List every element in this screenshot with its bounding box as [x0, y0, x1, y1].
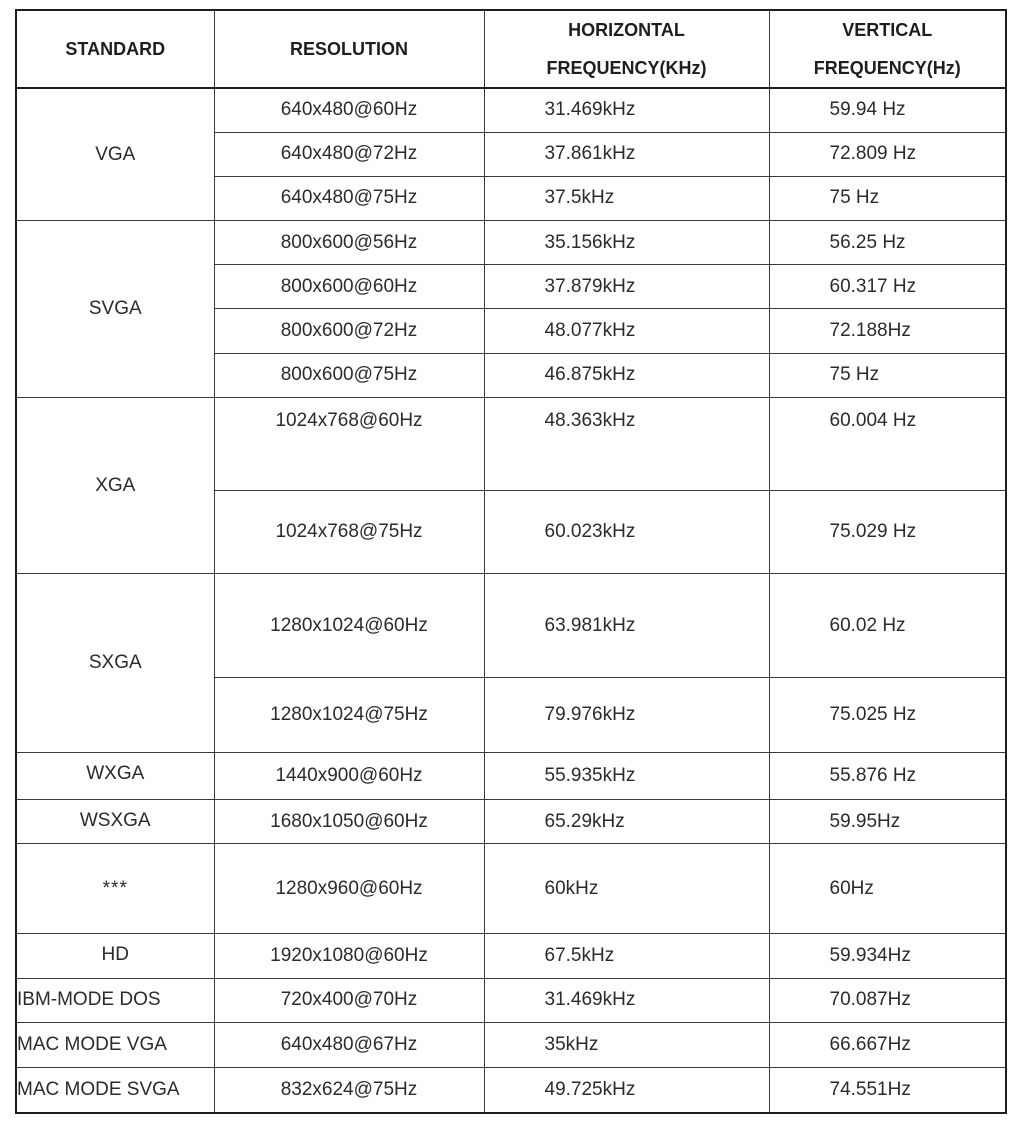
table-row — [16, 1068, 1006, 1113]
timing-table — [15, 9, 1007, 1114]
header-horizontal-line1: HORIZONTAL — [568, 20, 685, 40]
header-horizontal-frequency — [484, 10, 769, 88]
horizontal-frequency-cell: 67.5kHz — [484, 933, 769, 978]
standard-cell: *** — [16, 844, 214, 933]
resolution-cell: 1280x1024@60Hz — [214, 574, 484, 677]
resolution-cell: 1680x1050@60Hz — [214, 800, 484, 844]
horizontal-frequency-cell: 35.156kHz — [484, 221, 769, 265]
resolution-cell: 640x480@67Hz — [214, 1023, 484, 1068]
horizontal-frequency-cell: 65.29kHz — [484, 800, 769, 844]
standard-cell: MAC MODE SVGA — [16, 1068, 214, 1113]
horizontal-frequency-cell: 35kHz — [484, 1023, 769, 1068]
header-resolution: RESOLUTION — [214, 10, 484, 88]
resolution-cell: 800x600@72Hz — [214, 309, 484, 353]
table-row — [16, 1023, 1006, 1068]
horizontal-frequency-cell: 63.981kHz — [484, 574, 769, 677]
vertical-frequency-cell: 70.087Hz — [769, 978, 1006, 1022]
header-row — [16, 10, 1006, 88]
resolution-cell: 1280x1024@75Hz — [214, 677, 484, 752]
standard-cell: XGA — [16, 397, 214, 574]
horizontal-frequency-cell: 37.861kHz — [484, 132, 769, 176]
vertical-frequency-cell: 59.94 Hz — [769, 88, 1006, 132]
resolution-cell: 1920x1080@60Hz — [214, 933, 484, 978]
header-vertical-line1: VERTICAL — [842, 20, 933, 40]
horizontal-frequency-cell: 60.023kHz — [484, 491, 769, 574]
header-standard: STANDARD — [16, 10, 214, 88]
table-row — [16, 844, 1006, 933]
resolution-cell: 800x600@75Hz — [214, 353, 484, 397]
vertical-frequency-cell: 55.876 Hz — [769, 753, 1006, 800]
table-row — [16, 88, 1006, 132]
resolution-cell: 800x600@60Hz — [214, 265, 484, 309]
resolution-cell: 640x480@60Hz — [214, 88, 484, 132]
horizontal-frequency-cell: 49.725kHz — [484, 1068, 769, 1113]
table-row — [16, 800, 1006, 844]
standard-cell: SVGA — [16, 221, 214, 398]
horizontal-frequency-cell: 31.469kHz — [484, 978, 769, 1022]
table-row — [16, 978, 1006, 1022]
table-body — [16, 88, 1006, 1113]
table-row — [16, 574, 1006, 677]
horizontal-frequency-cell: 55.935kHz — [484, 753, 769, 800]
vertical-frequency-cell: 72.809 Hz — [769, 132, 1006, 176]
standard-cell: HD — [16, 933, 214, 978]
header-vertical-frequency — [769, 10, 1006, 88]
table-row — [16, 221, 1006, 265]
horizontal-frequency-cell: 60kHz — [484, 844, 769, 933]
table-row — [16, 397, 1006, 490]
horizontal-frequency-cell: 79.976kHz — [484, 677, 769, 752]
resolution-cell: 800x600@56Hz — [214, 221, 484, 265]
vertical-frequency-cell: 75.029 Hz — [769, 491, 1006, 574]
vertical-frequency-cell: 74.551Hz — [769, 1068, 1006, 1113]
resolution-cell: 720x400@70Hz — [214, 978, 484, 1022]
header-horizontal-line2: FREQUENCY(KHz) — [546, 58, 707, 78]
resolution-cell: 1440x900@60Hz — [214, 753, 484, 800]
vertical-frequency-cell: 60.02 Hz — [769, 574, 1006, 677]
horizontal-frequency-cell: 48.363kHz — [484, 397, 769, 490]
vertical-frequency-cell: 59.95Hz — [769, 800, 1006, 844]
resolution-cell: 640x480@72Hz — [214, 132, 484, 176]
vertical-frequency-cell: 60Hz — [769, 844, 1006, 933]
table-row — [16, 933, 1006, 978]
horizontal-frequency-cell: 37.5kHz — [484, 176, 769, 220]
vertical-frequency-cell: 60.004 Hz — [769, 397, 1006, 490]
standard-cell: VGA — [16, 88, 214, 221]
vertical-frequency-cell: 60.317 Hz — [769, 265, 1006, 309]
horizontal-frequency-cell: 46.875kHz — [484, 353, 769, 397]
header-vertical-line2: FREQUENCY(Hz) — [813, 58, 961, 78]
standard-cell: IBM-MODE DOS — [16, 978, 214, 1022]
horizontal-frequency-cell: 37.879kHz — [484, 265, 769, 309]
vertical-frequency-cell: 75 Hz — [769, 176, 1006, 220]
resolution-cell: 832x624@75Hz — [214, 1068, 484, 1113]
vertical-frequency-cell: 66.667Hz — [769, 1023, 1006, 1068]
resolution-cell: 1280x960@60Hz — [214, 844, 484, 933]
standard-cell: MAC MODE VGA — [16, 1023, 214, 1068]
resolution-cell: 640x480@75Hz — [214, 176, 484, 220]
vertical-frequency-cell: 59.934Hz — [769, 933, 1006, 978]
resolution-cell: 1024x768@75Hz — [214, 491, 484, 574]
vertical-frequency-cell: 56.25 Hz — [769, 221, 1006, 265]
horizontal-frequency-cell: 31.469kHz — [484, 88, 769, 132]
table-row — [16, 753, 1006, 800]
resolution-cell: 1024x768@60Hz — [214, 397, 484, 490]
vertical-frequency-cell: 72.188Hz — [769, 309, 1006, 353]
horizontal-frequency-cell: 48.077kHz — [484, 309, 769, 353]
standard-cell: WXGA — [16, 753, 214, 800]
standard-cell: WSXGA — [16, 800, 214, 844]
vertical-frequency-cell: 75.025 Hz — [769, 677, 1006, 752]
vertical-frequency-cell: 75 Hz — [769, 353, 1006, 397]
standard-cell: SXGA — [16, 574, 214, 753]
